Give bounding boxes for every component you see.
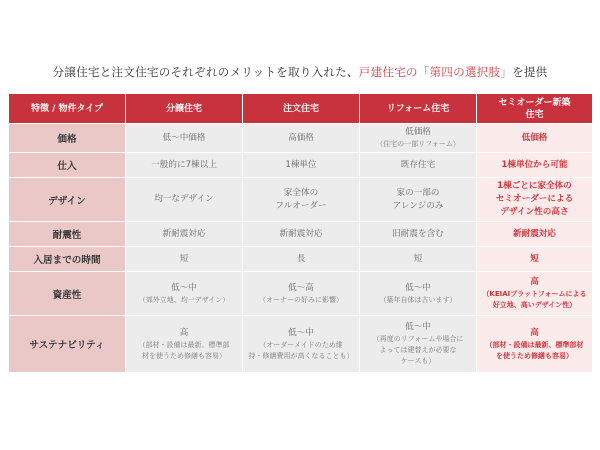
table-row	[9, 272, 592, 315]
table-row	[9, 153, 592, 177]
table-cell-highlight: 高 （部材・設備は最新、標準部材 を使うため修繕も容易）	[477, 316, 592, 372]
table-cell: 1棟単位	[243, 153, 359, 177]
row-label: デザイン	[9, 178, 125, 221]
table-cell: 新耐震対応	[243, 222, 359, 246]
headline	[0, 64, 600, 80]
header-ready-built: 分譲住宅	[126, 94, 242, 123]
headline-accent: 戸建住宅の「第四の選択肢」	[358, 65, 513, 79]
row-label: 資産性	[9, 272, 125, 315]
table-cell: 家全体の フルオーダー	[243, 178, 359, 221]
table-cell-highlight: 短	[477, 247, 592, 271]
header-custom-built: 注文住宅	[243, 94, 359, 123]
table-header-row	[9, 94, 592, 123]
table-cell: 低～中 （オーダーメイドのため維 持・修繕費用が高くなることも）	[243, 316, 359, 372]
table-cell: 短	[126, 247, 242, 271]
table-cell-highlight: 低価格	[477, 124, 592, 152]
header-semi-order: セミオーダー新築 住宅	[477, 94, 592, 123]
row-label: 仕入	[9, 153, 125, 177]
table-row	[9, 316, 592, 372]
headline-text: 分譲住宅と注文住宅のそれぞれのメリットを取り入れた、	[52, 65, 359, 79]
table-cell: 一般的に7棟以上	[126, 153, 242, 177]
row-label: 入居までの時間	[9, 247, 125, 271]
table-row	[9, 178, 592, 221]
header-feature: 特徴 / 物件タイプ	[9, 94, 125, 123]
table-cell: 低～高 （オーナーの好みに影響）	[243, 272, 359, 315]
table-cell: 低～中 （再度のリフォームや場合に よっては建替えが必要な ケースも）	[360, 316, 476, 372]
table-cell: 低価格 （住宅の一部リフォーム）	[360, 124, 476, 152]
table-cell: 低～中価格	[126, 124, 242, 152]
comparison-table	[8, 93, 593, 373]
table-cell: 家の一部の アレンジのみ	[360, 178, 476, 221]
table-cell-highlight: 高 （KEIAIプラットフォームによる好立地、高いデザイン性）	[477, 272, 592, 315]
table-cell: 低～中 （築年自体は古います）	[360, 272, 476, 315]
row-label: サステナビリティ	[9, 316, 125, 372]
table-cell-highlight: 1棟ごとに家全体の セミオーダーによる デザイン性の高さ	[477, 178, 592, 221]
table-row	[9, 247, 592, 271]
headline-suffix: を提供	[512, 65, 548, 79]
table-cell-highlight: 1棟単位から可能	[477, 153, 592, 177]
header-renovation: リフォーム住宅	[360, 94, 476, 123]
table-cell: 低～中 （郊外立地、均一デザイン）	[126, 272, 242, 315]
row-label: 耐震性	[9, 222, 125, 246]
row-label: 価格	[9, 124, 125, 152]
table-cell: 新耐震対応	[126, 222, 242, 246]
table-cell: 長	[243, 247, 359, 271]
table-cell: 旧耐震を含む	[360, 222, 476, 246]
table-row	[9, 222, 592, 246]
table-cell: 均一なデザイン	[126, 178, 242, 221]
table-cell: 高価格	[243, 124, 359, 152]
table-cell: 短	[360, 247, 476, 271]
table-cell: 既存住宅	[360, 153, 476, 177]
table-cell: 高 （部材・設備は最新、標準部 材を使うため修繕も容易）	[126, 316, 242, 372]
table-cell-highlight: 新耐震対応	[477, 222, 592, 246]
table-row	[9, 124, 592, 152]
